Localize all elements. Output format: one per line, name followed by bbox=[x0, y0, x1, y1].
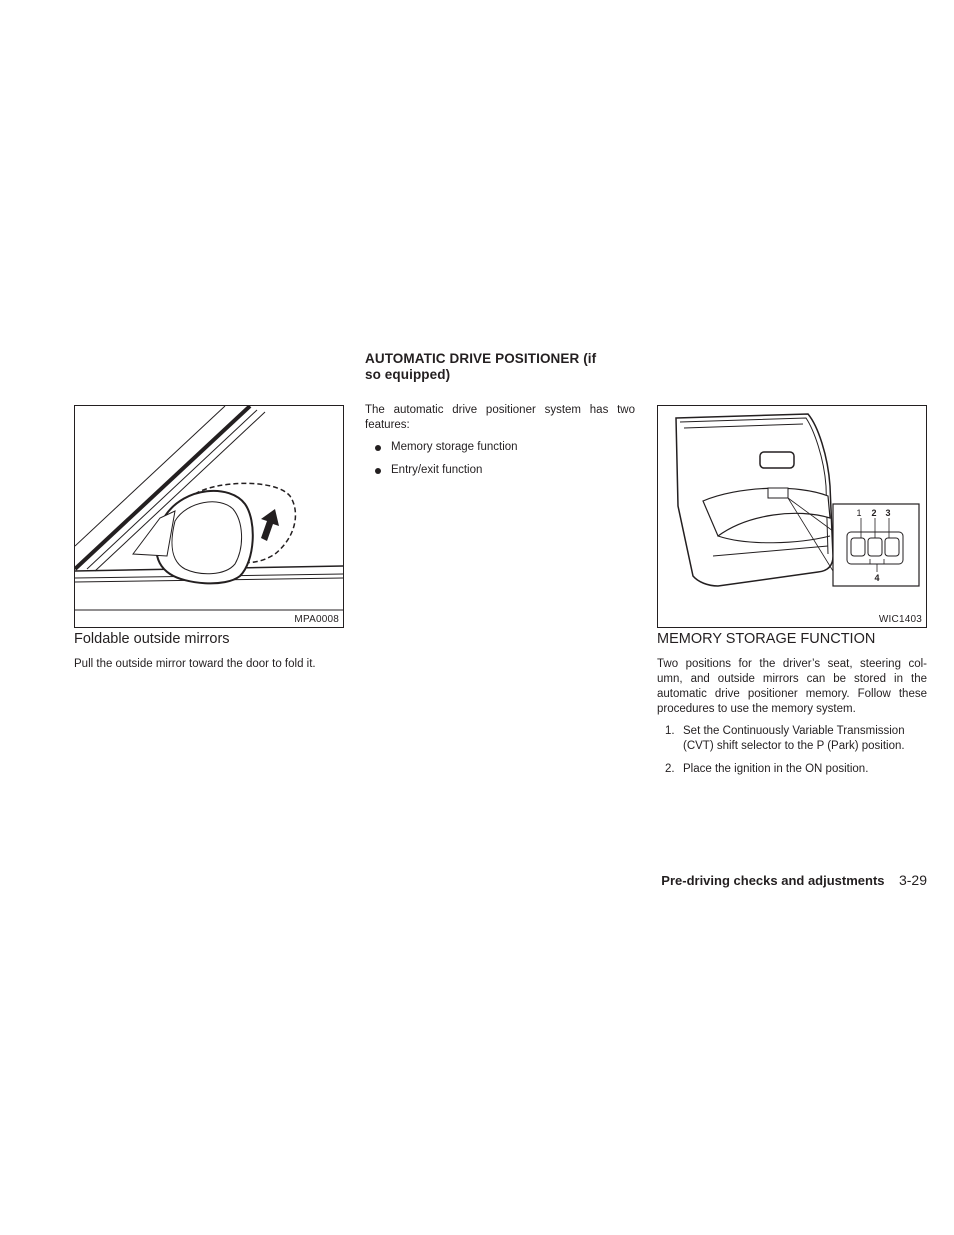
intro-paragraph bbox=[365, 403, 635, 433]
intro-line: The automatic drive positioner system has two bbox=[365, 404, 635, 416]
door-figure bbox=[657, 405, 927, 628]
mirror-illustration bbox=[75, 406, 343, 627]
step-item bbox=[665, 724, 927, 756]
footer-section-title: Pre-driving checks and adjustments bbox=[661, 873, 885, 888]
body-line: automatic drive positioner memory. Follow these bbox=[657, 688, 927, 700]
figure-caption: MEMORY STORAGE FUNCTION bbox=[657, 631, 876, 647]
body-line: umn, and outside mirrors can be stored in the bbox=[657, 673, 927, 685]
intro-line: features: bbox=[365, 419, 410, 431]
step-text: (CVT) shift selector to the P (Park) position. bbox=[683, 740, 905, 752]
step-text: Set the Continuously Variable Transmission bbox=[683, 725, 905, 737]
figure-label-2: 2 bbox=[871, 508, 877, 518]
heading-line: AUTOMATIC DRIVE POSITIONER (if bbox=[365, 351, 597, 366]
figure-id: MPA0008 bbox=[294, 614, 339, 625]
figure-caption: Foldable outside mirrors bbox=[74, 631, 230, 647]
step-item bbox=[665, 762, 927, 778]
body-paragraph bbox=[657, 657, 927, 717]
step-number: 2. bbox=[665, 763, 675, 775]
heading-line: so equipped) bbox=[365, 367, 451, 382]
body-paragraph: Pull the outside mirror toward the door to fold it. bbox=[74, 658, 316, 670]
page-footer bbox=[600, 872, 927, 890]
section-heading bbox=[365, 351, 635, 383]
figure-label-4: 4 bbox=[874, 573, 880, 583]
bullet-icon bbox=[375, 445, 381, 451]
body-line: procedures to use the memory system. bbox=[657, 703, 856, 715]
page-number: 3-29 bbox=[898, 872, 927, 888]
step-number: 1. bbox=[665, 725, 675, 737]
bullet-item bbox=[365, 463, 635, 478]
bullet-text: Memory storage function bbox=[391, 441, 518, 453]
figure-label-1: 1 bbox=[856, 508, 862, 518]
bullet-item bbox=[365, 440, 635, 455]
body-line: Two positions for the driver’s seat, steering col- bbox=[657, 658, 927, 670]
bullet-icon bbox=[375, 468, 381, 474]
figure-id: WIC1403 bbox=[878, 614, 922, 625]
mirror-figure bbox=[74, 405, 344, 628]
bullet-text: Entry/exit function bbox=[391, 464, 483, 476]
figure-label-3: 3 bbox=[885, 508, 891, 518]
step-text: Place the ignition in the ON position. bbox=[683, 763, 869, 775]
door-illustration bbox=[658, 406, 926, 627]
